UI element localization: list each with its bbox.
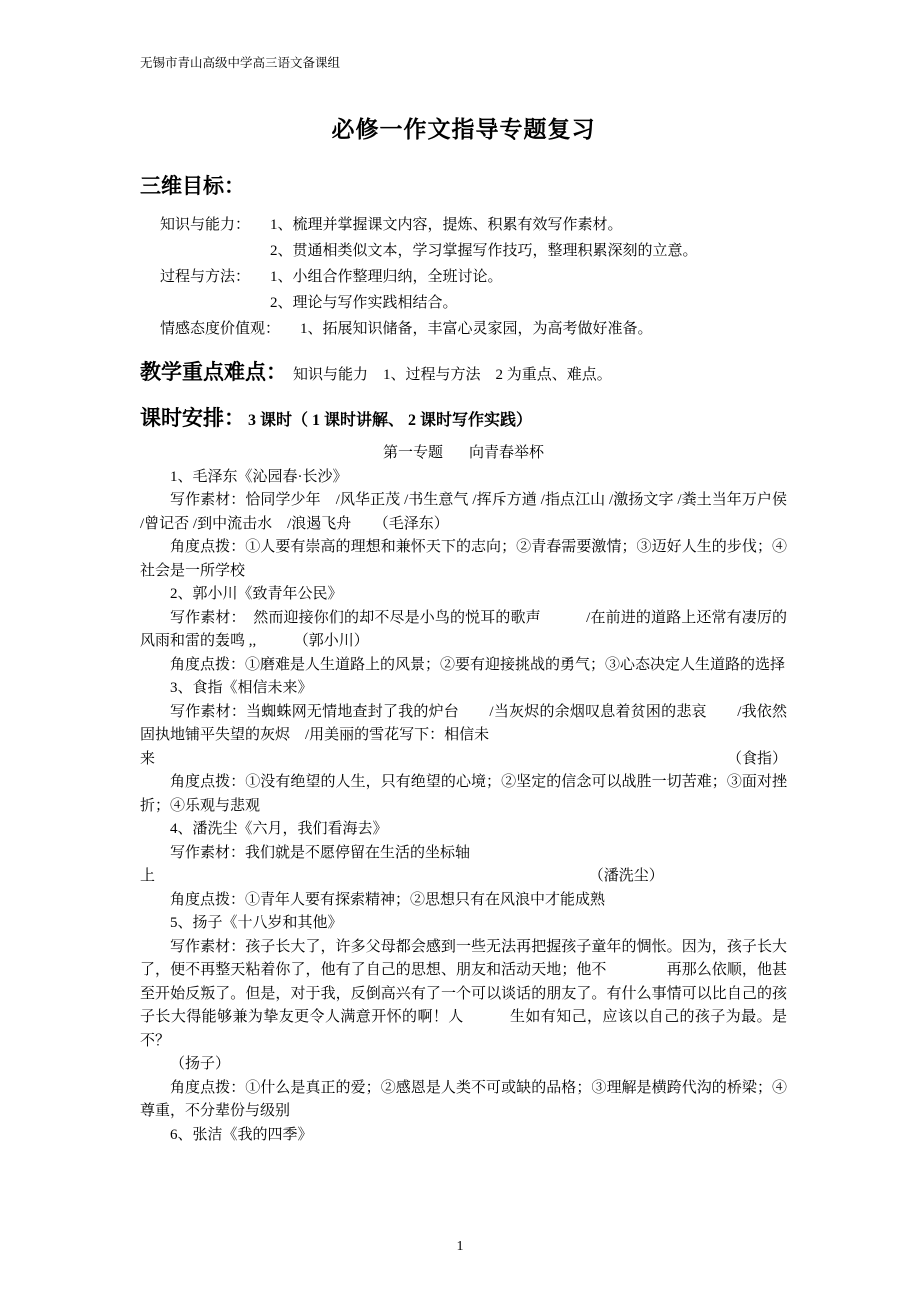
material-continuation: 上 (140, 868, 156, 884)
item-title: 4、潘洗尘《六月，我们看海去》 (170, 821, 388, 837)
angle-paragraph: 角度点拨：①没有绝望的人生，只有绝望的心境；②坚定的信念可以战胜一切苦难；③面对挫折；④乐观与悲观 (140, 774, 787, 814)
key-points-text: 知识与能力 1、过程与方法 2 为重点、难点。 (293, 367, 612, 383)
material-paragraph: 写作素材：我们就是不愿停留在生活的坐标轴 (170, 844, 471, 861)
author-attribution: （扬子） (170, 1056, 231, 1072)
topic-title: 向青春举杯 (469, 445, 545, 461)
item-title: 3、食指《相信未来》 (170, 680, 313, 696)
document-title: 必修一作文指导专题复习 (331, 117, 596, 142)
objective-text: 2、理论与写作实践相结合。 (270, 295, 458, 311)
author-attribution: （潘洗尘） (588, 868, 664, 884)
objective-row-emotion (140, 316, 787, 342)
material-paragraph: 写作素材： 然而迎接你们的却不尽是小鸟的悦耳的歌声 /在前进的道路上还常有凄厉的风雨和雷的轰鸣 ,, （郭小川） (140, 609, 787, 649)
item-title: 2、郭小川《致青年公民》 (170, 586, 343, 602)
key-points-row (140, 356, 787, 386)
author-attribution: （食指） (726, 750, 787, 767)
objective-row-knowledge-cont (140, 238, 787, 264)
material-continuation: 来 (140, 750, 156, 767)
objective-label: 知识与能力： (160, 217, 251, 233)
item-title: 6、张洁《我的四季》 (170, 1126, 313, 1143)
material-paragraph: 写作素材：当蜘蛛网无情地查封了我的炉台 /当灰烬的余烟叹息着贫困的悲哀 /我依然固执地铺平失望的灰烬 /用美丽的雪花写下：相信未 (140, 703, 787, 743)
page-number: 1 (456, 1239, 464, 1254)
schedule-row (140, 402, 787, 432)
objective-text: 1、小组合作整理归纳，全班讨论。 (270, 269, 503, 285)
objective-text: 1、拓展知识储备，丰富心灵家园，为高考做好准备。 (300, 321, 653, 337)
topic-label: 第一专题 (382, 445, 443, 461)
objectives-heading: 三维目标： (140, 174, 245, 198)
objective-label: 过程与方法： (160, 269, 251, 285)
objective-text: 1、梳理并掌握课文内容，提炼、积累有效写作素材。 (270, 217, 623, 233)
angle-paragraph: 角度点拨：①人要有崇高的理想和兼怀天下的志向；②青春需要激情；③迈好人生的步伐；④社会是一所学校 (140, 539, 787, 579)
angle-paragraph: 角度点拨：①什么是真正的爱；②感恩是人类不可或缺的品格；③理解是横跨代沟的桥梁；④尊重，不分辈份与级别 (140, 1079, 787, 1119)
material-paragraph: 写作素材：孩子长大了，许多父母都会感到一些无法再把握孩子童年的惆怅。因为，孩子长大了，便不再整天粘着你了，他有了自己的思想、朋友和活动天地；他不 再那么依顺，他甚至开始反叛了。但是，对于我，反倒高兴有了一个可以谈话的朋友了。有什么事情可以比自己的孩子长大得能够兼为挚友更令人满意开怀的啊！人 生如有知己，应该以自己的孩子为最。是不？ (140, 938, 787, 1049)
objective-label: 情感态度价值观： (160, 321, 281, 337)
item-title: 5、扬子《十八岁和其他》 (170, 915, 343, 931)
objective-row-process-cont (140, 290, 787, 316)
topic-line (140, 442, 787, 466)
objective-row-knowledge (140, 212, 787, 238)
document-header: 无锡市青山高级中学高三语文备课组 (140, 56, 341, 70)
schedule-heading: 课时安排： (140, 406, 245, 430)
key-points-heading: 教学重点难点： (140, 360, 287, 384)
item-title: 1、毛泽东《沁园春·长沙》 (170, 468, 348, 485)
schedule-text: 3 课时（ 1 课时讲解、 2 课时写作实践） (248, 412, 533, 429)
material-continuation-line (140, 748, 787, 772)
angle-paragraph: 角度点拨：①青年人要有探索精神；②思想只有在风浪中才能成熟 (170, 891, 606, 908)
material-continuation-line (140, 865, 787, 889)
objective-row-process (140, 264, 787, 290)
angle-paragraph: 角度点拨：①磨难是人生道路上的风景；②要有迎接挑战的勇气；③心态决定人生道路的选择 (170, 656, 786, 673)
objective-text: 2、贯通相类似文本，学习掌握写作技巧，整理积累深刻的立意。 (270, 243, 698, 259)
material-paragraph: 写作素材：恰同学少年 /风华正茂 /书生意气 /挥斥方遒 /指点江山 /激扬文字 /粪土当年万户侯 /曾记否 /到中流击水 /浪遏飞舟 （毛泽东） (140, 492, 787, 532)
